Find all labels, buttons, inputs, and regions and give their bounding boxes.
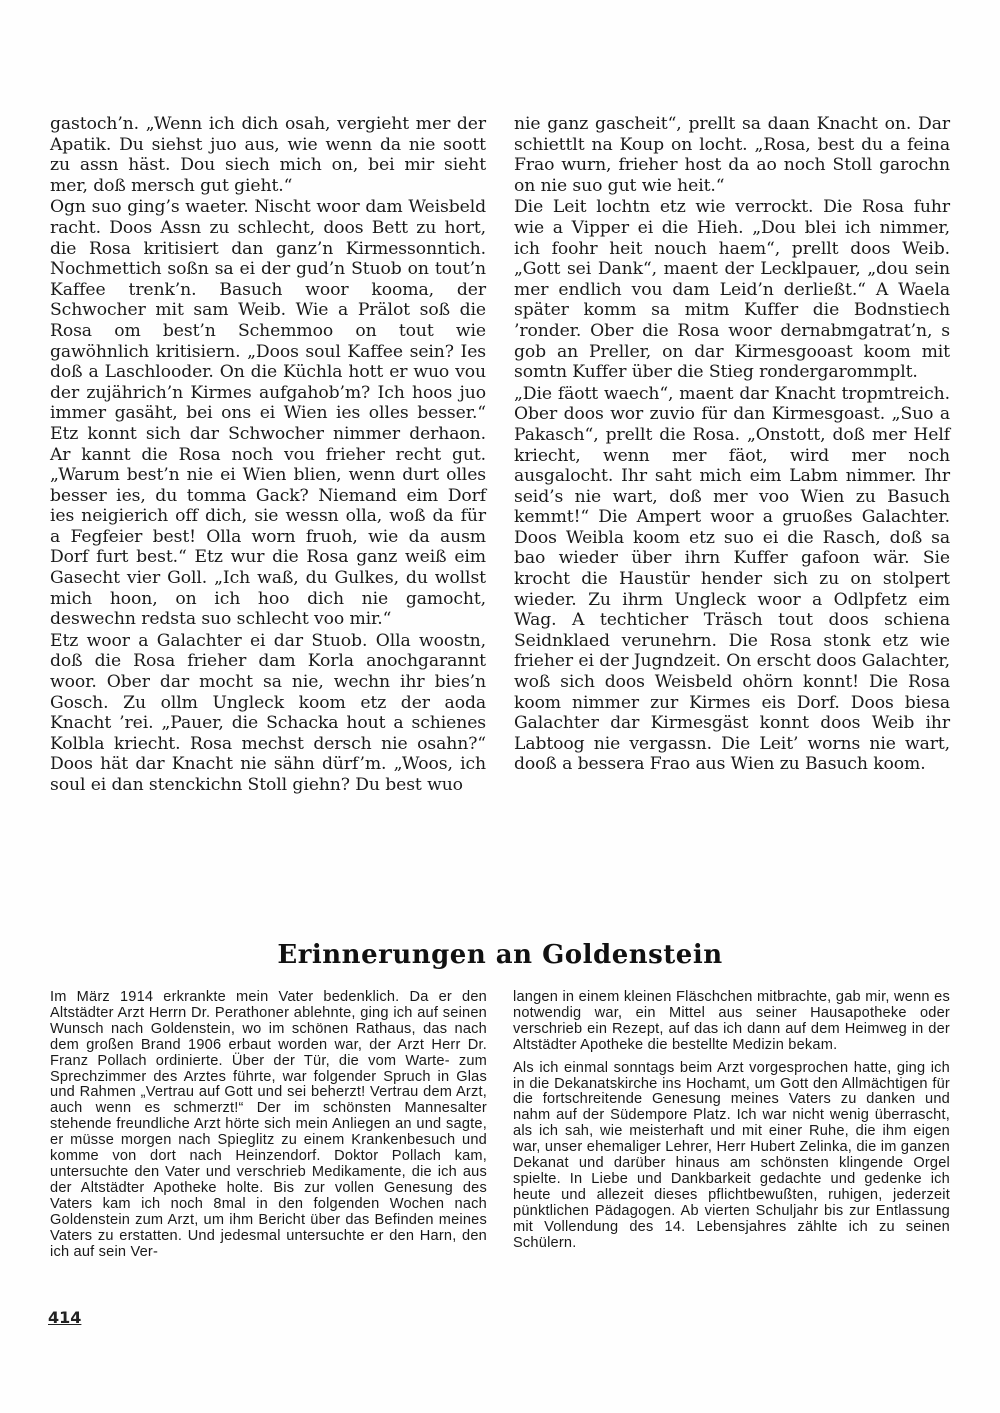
article-paragraph: langen in einem kleinen Fläschchen mitbrachte, gab mir, wenn es notwendig war, ein Mittel aus seiner Hausapotheke oder verschrieb ein Rezept, auf das ich dann auf dem Heimweg in der Altstädter Apotheke die bestellte Medizin bekam.: [513, 989, 950, 1053]
dialect-story: [50, 114, 950, 796]
story-column-right: [514, 114, 950, 796]
article-column-left: [50, 990, 487, 1260]
article-paragraph: Im März 1914 erkrankte mein Vater bedenklich. Da er den Altstädter Arzt Herrn Dr. Perathoner ablehnte, ging ich auf seinen Wunsch nach Goldenstein, wo im schönen Rathaus, das nach dem großen Brand 1906 erbaut worden war, der Arzt Herr Dr. Franz Pollach ordinierte. Über der Tür, die vom Warte- zum Sprechzimmer des Arztes führte, war folgender Spruch in Glas und Rahmen „Vertrau auf Gott und sei beherzt! Vertrau dem Arzt, auch wenn es schmerzt!“ Der im schönsten Mannesalter stehende freundliche Arzt hörte sich mein Anliegen an und sagte, er müsse morgen nach Spieglitz zu einem Krankenbesuch und komme von dort nach Heinzendorf. Doktor Pollach kam, untersuchte den Vater und verschrieb Medikamente, die ich aus der Altstädter Apotheke holte. Bis zur vollen Genesung des Vaters kam ich noch 8mal in den folgenden Wochen nach Goldenstein zum Arzt, um ihm Bericht über das Befinden meines Vaters zu erstatten. Und jedesmal untersuchte er den Harn, den ich auf sein Ver-: [50, 989, 487, 1260]
story-paragraph: Ogn suo ging’s waeter. Nischt woor dam Weisbeld racht. Doos Assn zu schlecht, doos Bett zu hort, die Rosa kritisiert dan ganz’n Kirmessonntich. Nochmettich soßn sa ei der gud’n Stuob on tout’n Kaffee trenk’n. Basuch woor kooma, der Schwocher mit sam Weib. Wie a Prälot soß die Rosa om best’n Schemmoo on tout wie gawöhnlich kritisiern. „Doos soul Kaffee sein? Ies doß a Laschlooder. On die Küchla hott er wuo vou der zujährich’n Kirmes aufgahob’m? Ich hoos juo immer gasäht, bei ons ei Wien ies olles besser.“ Etz konnt sich dar Schwocher nimmer derhaon. Ar kannt die Rosa noch vou frieher recht gut. „Warum best’n nie ei Wien blien, wenn durt olles besser ies, du tomma Gack? Niemand eim Dorf ies neigierich off dich, sie wessn olla, woß da für a Fegfeier best! Olla worn fruoh, wie da ausm Dorf furt best.“ Etz wur die Rosa ganz weiß eim Gasecht vier Goll. „Ich waß, du Gulkes, du wollst mich hoon, on ich hoo dich nie gamocht, deswechn redsta suo schlecht voo mir.“: [50, 197, 486, 630]
article-paragraph: Als ich einmal sonntags beim Arzt vorgesprochen hatte, ging ich in die Dekanatskirche ins Hochamt, um Gott den Allmächtigen für die fortschreitende Genesung meines Vaters zu danken und nahm auf der Südempore Platz. Ich war nicht wenig überrascht, als ich sah, wie meisterhaft und mit einer Ruhe, die ihm eigen war, unser ehemaliger Lehrer, Herr Hubert Zelinka, die im ganzen Dekanat und darüber hinaus am schönsten klingende Orgel spielte. In Liebe und Dankbarkeit gedachte und gedenke ich heute und allezeit dieses pflichtbewußten, ruhigen, jederzeit pünktlichen Pädagogen. Ab vierten Schuljahr bis zur Entlassung mit Vollendung des 14. Lebensjahres zählte ich zu seinen Schülern.: [513, 1059, 950, 1251]
article-title: Erinnerungen an Goldenstein: [277, 940, 723, 970]
page-number: 414: [48, 1308, 82, 1327]
story-paragraph: Die Leit lochtn etz wie verrockt. Die Rosa fuhr wie a Vipper ei die Hieh. „Dou blei ich nimmer, ich foohr heit nouch haem“, prellt doos Weib. „Gott sei Dank“, maent der Lecklpauer, „dou sein mer endlich vou dam Leid’n derließt.“ A Waela später komm sa mitm Kuffer die Bodnstiech ’ronder. Ober die Rosa woor dernabmgatrat’n, s gob an Preller, on dar Kirmesgooast koom mit somtn Kuffer über die Stieg rondergarommplt.: [514, 197, 950, 383]
story-column-left: [50, 114, 486, 796]
memoir-article: [50, 990, 950, 1260]
story-paragraph: gastoch’n. „Wenn ich dich osah, vergieht mer der Apatik. Du siehst juo aus, wie wenn da nie soott zu assn häst. Dou siech mich on, bei mir sieht mer, doß mersch gut gieht.“: [50, 114, 486, 196]
story-paragraph: Etz woor a Galachter ei dar Stuob. Olla woostn, doß die Rosa frieher dam Korla anochgarannt woor. Ober dar mocht sa nie, wechn ihr bies’n Gosch. Zu ollm Ungleck koom etz der aoda Knacht ’rei. „Pauer, die Schacka hout a schienes Kolbla kriecht. Rosa mechst dersch nie osahn?“ Doos hät dar Knacht nie sähn dürf’m. „Woos, ich soul ei dan stenckichn Stoll giehn? Du best wuo: [50, 630, 486, 795]
story-paragraph: nie ganz gascheit“, prellt sa daan Knacht on. Dar schiettlt na Koup on locht. „Rosa, best du a feina Frao wurn, frieher host da ao noch Stoll garochn on nie suo gut wie heit.“: [514, 114, 950, 196]
article-column-right: [513, 990, 950, 1260]
story-paragraph: „Die fäott waech“, maent dar Knacht tropmtreich. Ober doos wor zuvio für dan Kirmesgoast. „Suo a Pakasch“, prellt die Rosa. „Onstott, doß mer Helf kriecht, wenn mer fäot, wird mer noch ausgalocht. Ihr saht mich eim Labm nimmer. Ihr seid’s nie wart, doß mer voo Wien zu Basuch kemmt!“ Die Ampert woor a gruoßes Galachter. Doos Weibla koom etz suo ei die Rasch, doß sa bao wieder über ihrn Kuffer gafoon wär. Sie krocht die Haustür hender sich zu on stolpert wieder. Zu ihrm Ungleck woor a Odlpfetz eim Wag. A techticher Träsch tout doos schiena Seidnklaed verunehrn. Die Rosa stonk etz wie frieher ei der Jugndzeit. On erscht doos Galachter, woß sich doos Weisbeld ohörn konnt! Die Rosa koom nimmer zur Kirmes eis Dorf. Doos biesa Galachter dar Kirmesgäst konnt doos Weib ihr Labtoog nie vergassn. Die Leit’ worns nie wart, dooß a bessera Frao aus Wien zu Basuch koom.: [514, 383, 950, 775]
